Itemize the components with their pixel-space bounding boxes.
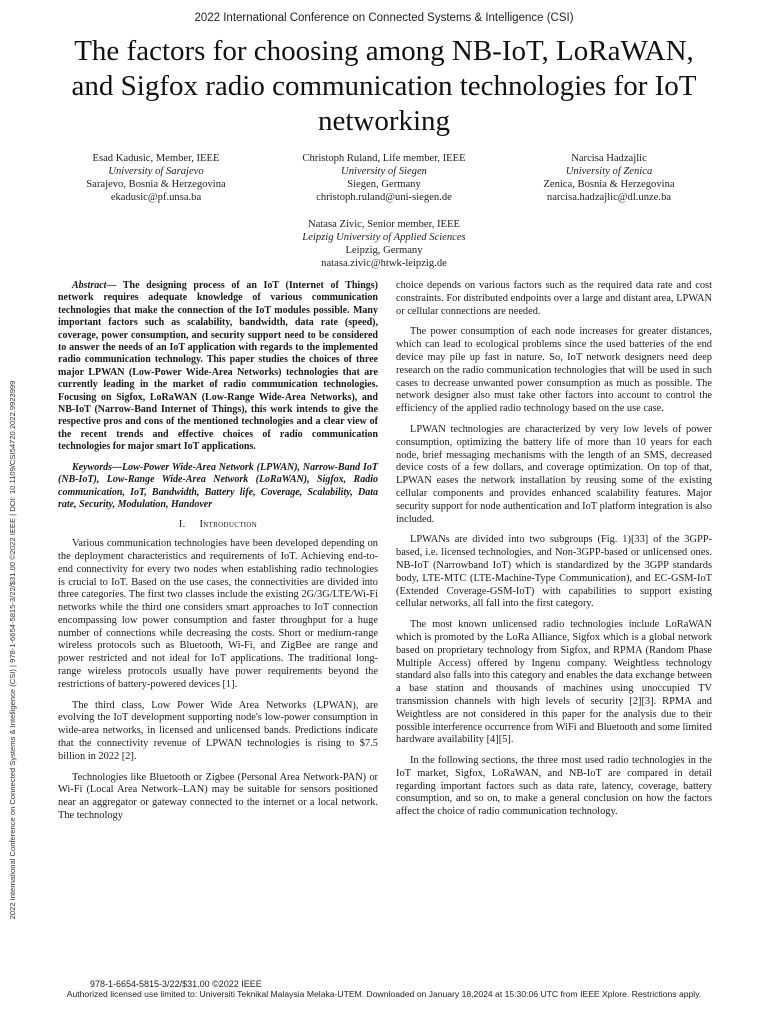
paragraph: LPWANs are divided into two subgroups (Fig. 1)[33] of the 3GPP-based, i.e. licensed technologies, and Non-3GPP-based or unlicensed ones. NB-IoT (Narrowband IoT) which is standardized by the 3GPP standards body, LTE-MTC (LTE-Machine-Type Communication), and EC-GSM-IoT (Extended Coverage-GSM-IoT) with capabilities to support existing cellular networks, all fall into the first category. bbox=[396, 534, 712, 610]
section-name: Introduction bbox=[199, 519, 258, 531]
paragraph: The third class, Low Power Wide Area Networks (LPWAN), are evolving the IoT development supporting node's low-power consumption in wide-area networks, in licensed and unlicensed bands. Predictions indicate that the connectivity revenue of LPWAN technologies is rising to $7.5 billion in 2022 [2]. bbox=[58, 699, 378, 762]
author-name: Natasa Zivic, Senior member, IEEE bbox=[308, 219, 460, 230]
author-location: Zenica, Bosnia & Herzegovina bbox=[543, 179, 675, 190]
author-email: narcisa.hadzajlic@dl.unze.ba bbox=[546, 192, 672, 203]
keywords: Keywords—Low-Power Wide-Area Network (LPWAN), Narrow-Band IoT (NB-IoT), Low-Range Wide-Area Network (LoRaWAN), Sigfox, Radio communication, IoT, Bandwidth, Battery life, Coverage, Scalability, Data rate, Security, Modulation, Handover bbox=[58, 461, 378, 510]
author-affiliation: Leipzig University of Applied Sciences bbox=[302, 232, 466, 243]
abstract-label: Abstract— bbox=[72, 280, 117, 291]
author-email: ekadusic@pf.unsa.ba bbox=[110, 192, 202, 203]
section-heading bbox=[58, 519, 378, 532]
author-affiliation: University of Sarajevo bbox=[108, 166, 204, 177]
paragraph: The power consumption of each node increases for greater distances, which can lead to ecological problems since the used batteries of the end device may pile up fast in nature. So, IoT network designers need deep research on the radio communication technologies that will be used in such cases to decrease unwanted power consumption as much as possible. The network designer also must take other factors into account to control the efficiency of the applied radio technology based on the use case. bbox=[396, 326, 712, 415]
conference-header: 2022 International Conference on Connected Systems & Intelligence (CSI) bbox=[194, 12, 574, 24]
author-affiliation: University of Siegen bbox=[341, 166, 427, 177]
author-block-2 bbox=[274, 152, 494, 204]
author-location: Siegen, Germany bbox=[347, 179, 421, 190]
doi-sidebar-text: 2022 International Conference on Connected Systems & Intelligence (CSI) | 978-1-6654-5815-3/22/$31.00 ©2022 IEEE | DOI: 10.1109/CSI54720.2022.9923999 bbox=[8, 380, 17, 920]
author-name: Narcisa Hadzajlic bbox=[571, 153, 647, 164]
doi-sidebar bbox=[8, 320, 18, 980]
author-location: Sarajevo, Bosnia & Herzegovina bbox=[86, 179, 226, 190]
copyright-notice: 978-1-6654-5815-3/22/$31.00 ©2022 IEEE bbox=[90, 979, 262, 989]
author-block-4 bbox=[274, 218, 494, 270]
abstract bbox=[58, 280, 378, 454]
paragraph: choice depends on various factors such as the required data rate and cost constraints. For distributed endpoints over a large and distant area, LPWAN or cellular connections are needed. bbox=[396, 280, 712, 317]
author-location: Leipzig, Germany bbox=[345, 245, 423, 256]
paragraph: The most known unlicensed radio technologies include LoRaWAN which is promoted by the LoRa Alliance, Sigfox which is a global network based on proprietary technology from Sigfox, and RPMA (Random Phase Multiple Access) offered by Ingenu company. Weightless technology standard also falls into this category and enables the data exchange between a base station and thousands of machines using unoccupied TV transmission channels with high levels of security [2][3]. RPMA and Weightless are not considered in this paper for the analysis due to their possible interference occurrence from WiFi and Bluetooth and some limited hardware availability [4][5]. bbox=[396, 619, 712, 746]
abstract-text: The designing process of an IoT (Internet of Things) network requires adequate knowledge of various communication technologies that make the connection of the IoT modules possible. Many important factors such as scalability, bandwidth, data rate (speed), coverage, power consumption, and security support need to be considered to answer the needs of an IoT application with regards to the implemented radio communication technology. This paper studies the choices of three major LPWAN (Low-Power Wide-Area Networks) technologies that are currently leading in the market of radio communication technologies. Focusing on Sigfox, LoRaWAN (Low-Range Wide-Area Networks), and NB-IoT (Narrow-Band Internet of Things), this work intends to give the respective pros and cons of the mentioned technologies and a clear view of the recent trends and effective choices of radio communication technologies for major smart IoT applications. bbox=[58, 280, 378, 453]
author-name: Christoph Ruland, Life member, IEEE bbox=[302, 153, 466, 164]
paragraph: In the following sections, the three most used radio technologies in the IoT market, Sigfox, LoRaWAN, and NB-IoT are compared in detail regarding important factors such as data rate, latency, coverage, battery consumption, and so on, to make a general conclusion on how the factors affect the choice of radio communication technology. bbox=[396, 755, 712, 818]
author-block-3 bbox=[506, 152, 712, 204]
author-affiliation: University of Zenica bbox=[565, 166, 653, 177]
paragraph: LPWAN technologies are characterized by very low levels of power consumption, optimizing the battery life of more than 10 years for each node, brief messaging mechanisms with the length of an SMS, decreased device costs of a few dollars, and coverage optimization. On top of that, LPWAN eases the network installation by reusing some of the existing cellular components and provides enhanced scalability features. Major security support for node authentication and IoT platform integration is also included. bbox=[396, 423, 712, 525]
author-email: christoph.ruland@uni-siegen.de bbox=[316, 192, 452, 203]
right-column bbox=[396, 280, 712, 827]
paragraph: Technologies like Bluetooth or Zigbee (Personal Area Network-PAN) or Wi-Fi (Local Area Network–LAN) may be suitable for sensors positioned near an aggregator or gateway connected to the internet or a local network. The technology bbox=[58, 771, 378, 822]
left-column bbox=[58, 280, 378, 831]
section-number: I. bbox=[178, 519, 186, 531]
paper-title: The factors for choosing among NB-IoT, LoRaWAN, and Sigfox radio communication technologies for IoT networking bbox=[71, 35, 697, 137]
authorized-use-notice: Authorized licensed use limited to: Universiti Teknikal Malaysia Melaka-UTEM. Downloaded on January 18,2024 at 15:30:06 UTC from IEEE Xplore. Restrictions apply. bbox=[66, 989, 702, 999]
author-block-1 bbox=[56, 152, 256, 204]
author-name: Esad Kadusic, Member, IEEE bbox=[92, 153, 220, 164]
paragraph: Various communication technologies have been developed depending on the deployment characteristics and requirements of IoT. Achieving end-to-end connectivity for every two nodes when establishing radio technologies is crucial to IoT. Based on the use cases, the connectivities are divided into three categories. The first two classes include the existing 2G/3G/LTE/Wi-Fi networks while the third one considers smart approaches to IoT connection encompassing low power consumption and faster throughput for a huge number of connections while decreasing the costs. Short or medium-range wireless protocols such as Bluetooth, Wi-Fi, and ZigBee are range and power restricted and not ideal for IoT applications. The traditional long-range wireless protocols usually have power requirements beyond the restrictions of battery-powered devices [1]. bbox=[58, 538, 378, 690]
author-email: natasa.zivic@htwk-leipzig.de bbox=[321, 258, 447, 269]
